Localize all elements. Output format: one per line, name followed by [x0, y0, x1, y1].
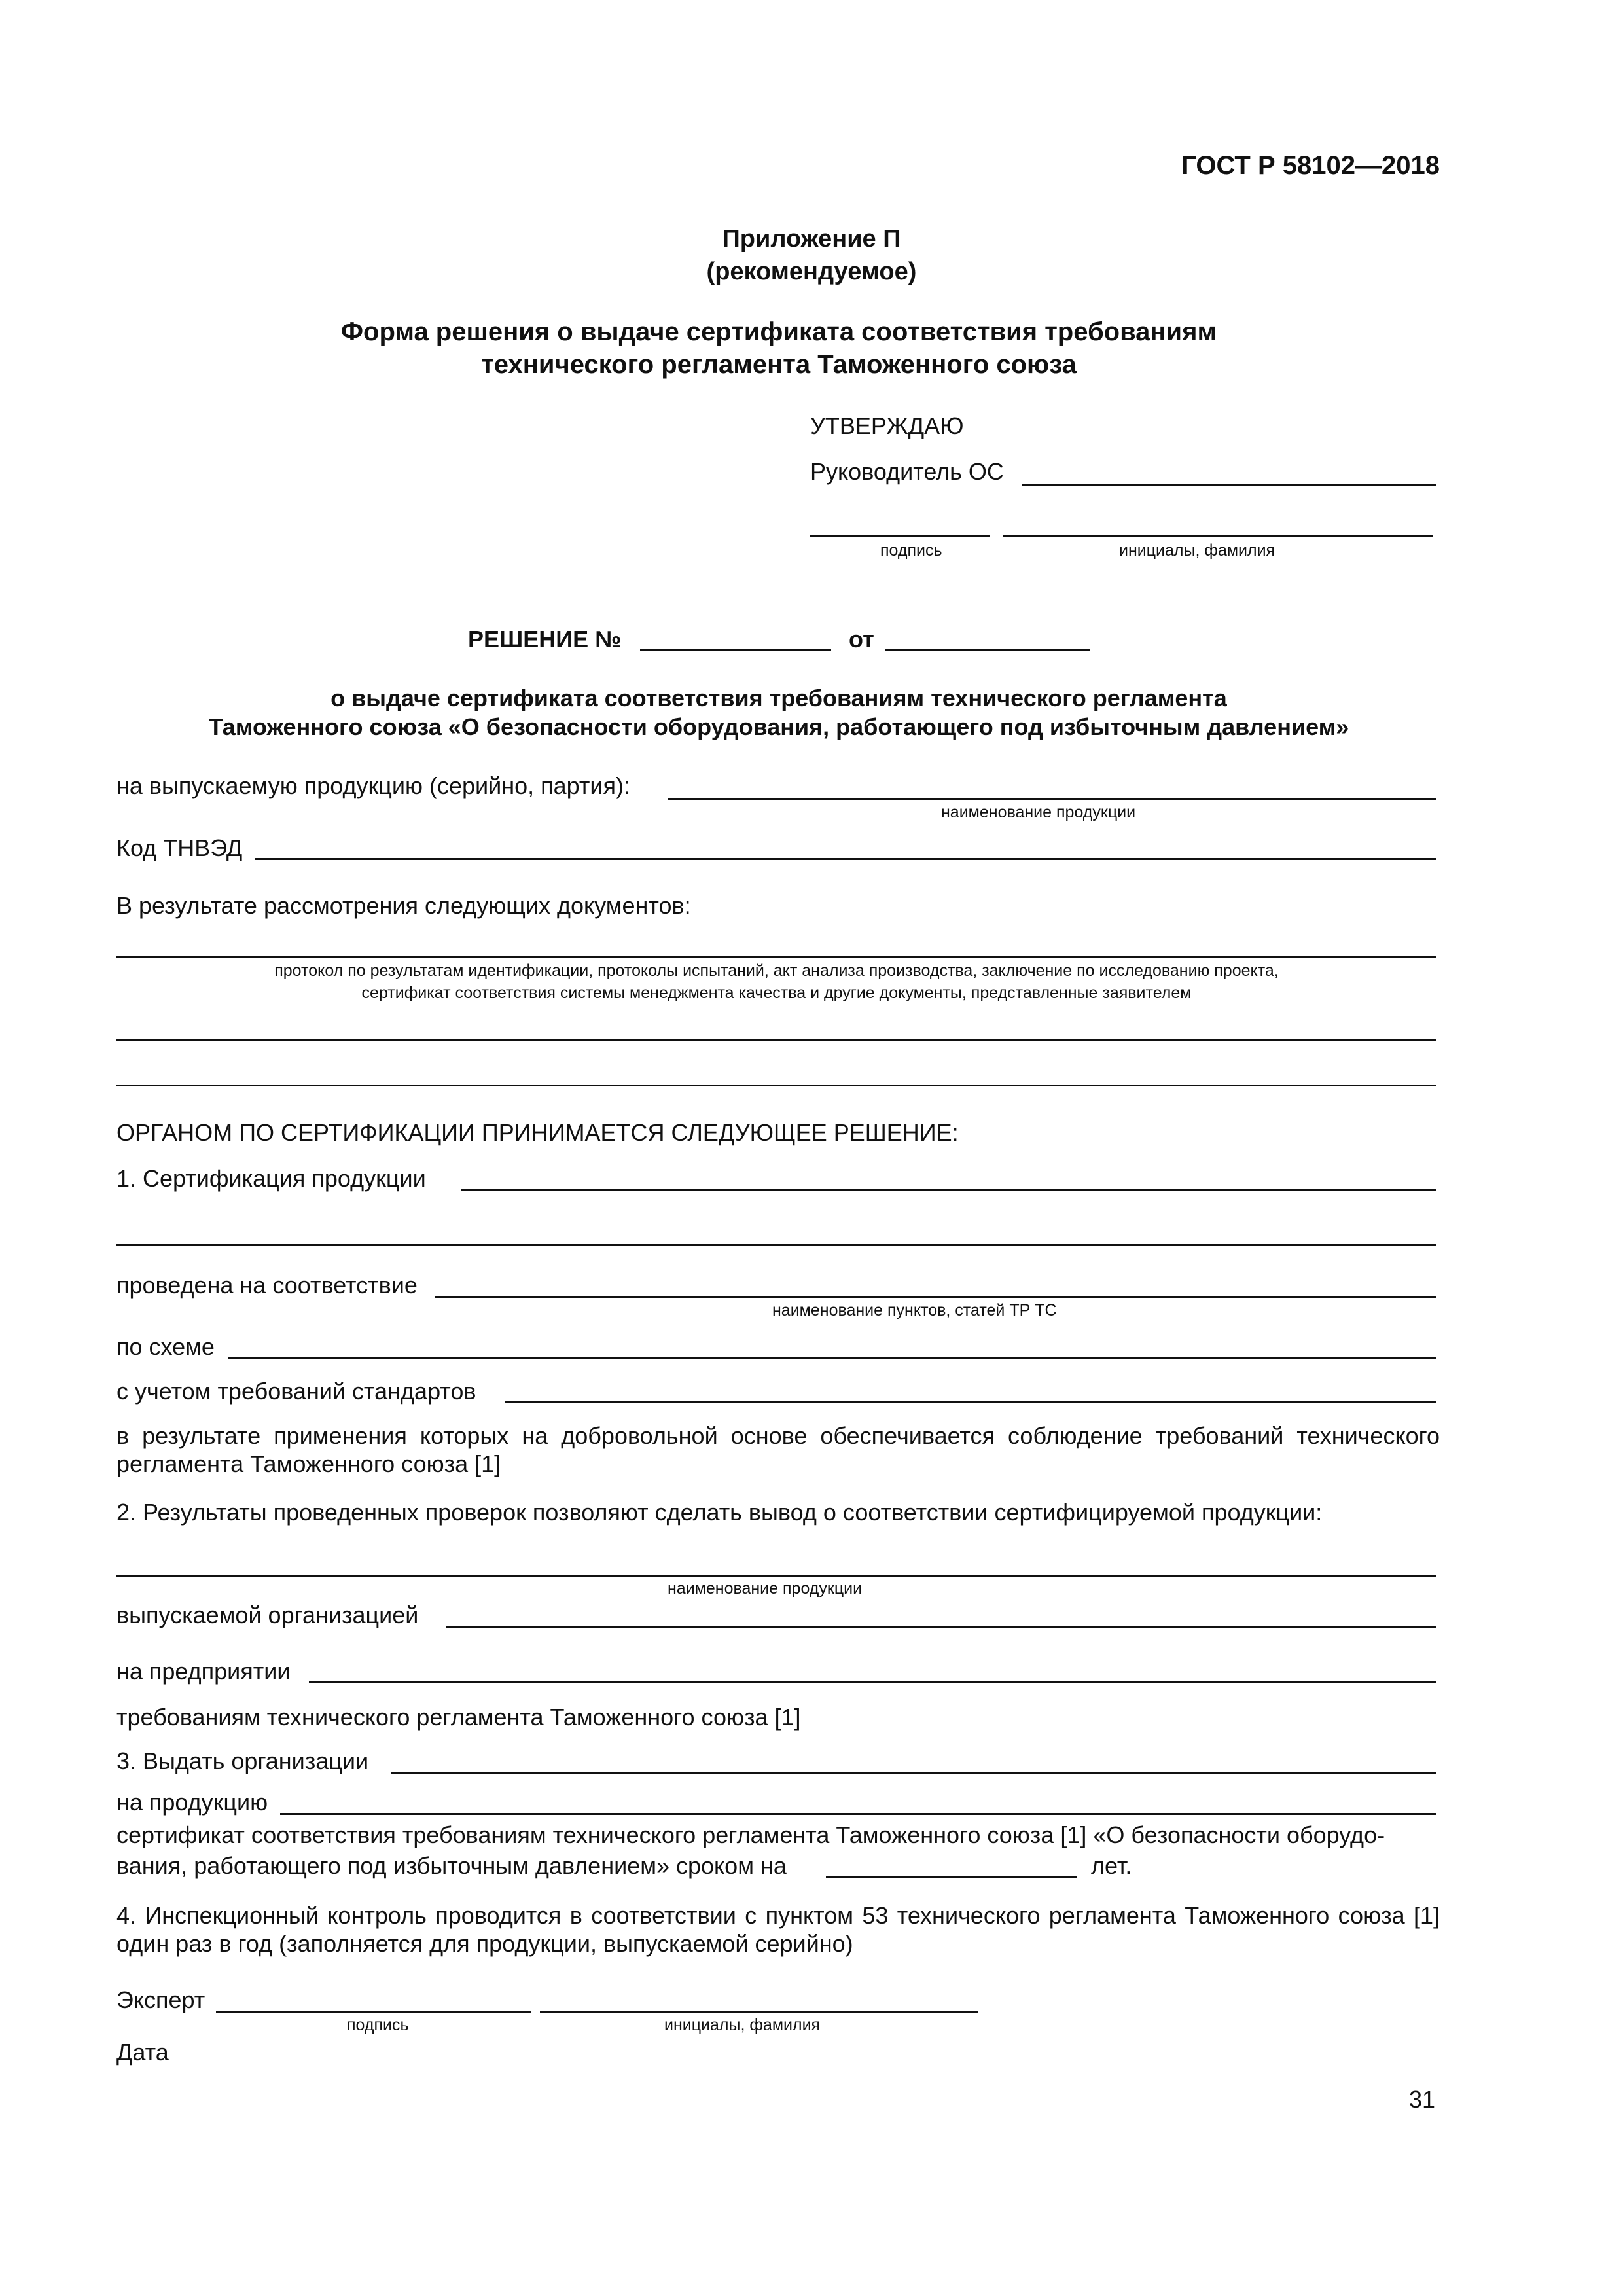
approval-signature-field[interactable]	[810, 535, 990, 537]
approve-label: УТВЕРЖДАЮ	[810, 412, 964, 439]
approval-signature-caption: подпись	[880, 541, 942, 560]
validity-years-field[interactable]	[826, 1876, 1077, 1878]
conformity-label: проведена на соответствие	[116, 1272, 418, 1299]
item-4-text: 4. Инспекционный контроль проводится в соответствии с пунктом 53 технического регламента Таможенного союза [1] один раз в год (заполняется для продукции, выпускаемой серийно)	[116, 1902, 1440, 1957]
decision-number-label: РЕШЕНИЕ №	[468, 626, 622, 653]
documents-caption-line-1: протокол по результатам идентификации, протоколы испытаний, акт анализа производства, заключение по исследованию проекта,	[274, 961, 1279, 980]
annex-status: (рекомендуемое)	[706, 258, 917, 285]
product-field[interactable]	[668, 798, 1436, 800]
expert-signature-field[interactable]	[216, 2011, 531, 2013]
form-title-line-1: Форма решения о выдаче сертификата соответствия требованиям	[340, 317, 1217, 346]
documents-caption-line-2: сертификат соответствия системы менеджмента качества и другие документы, представленные заявителем	[361, 984, 1192, 1002]
approval-name-caption: инициалы, фамилия	[1119, 541, 1275, 560]
conformity-caption: наименование пунктов, статей ТР ТС	[772, 1301, 1057, 1319]
for-product-field[interactable]	[280, 1813, 1436, 1815]
item-3-label: 3. Выдать организации	[116, 1748, 369, 1774]
head-of-body-label: Руководитель ОС	[810, 458, 1004, 485]
standards-result-text: в результате применения которых на добровольной основе обеспечивается соблюдение требований технического регламента Таможенного союза [1]	[116, 1422, 1440, 1477]
product-label: на выпускаемую продукцию (серийно, партия):	[116, 772, 630, 799]
manufacturer-field[interactable]	[446, 1626, 1436, 1628]
enterprise-label: на предприятии	[116, 1658, 291, 1685]
annex-title: Приложение П	[722, 225, 901, 253]
item-2-text: 2. Результаты проведенных проверок позволяют сделать вывод о соответствии сертифицируемой продукции:	[116, 1499, 1323, 1526]
decision-subtitle-line-1: о выдаче сертификата соответствия требованиям технического регламента	[330, 685, 1227, 711]
item-1-field-2[interactable]	[116, 1244, 1436, 1246]
certificate-text: сертификат соответствия требованиям технического регламента Таможенного союза [1] «О безопасности оборудо-	[116, 1821, 1385, 1848]
decision-date-label: от	[849, 626, 874, 653]
documents-field[interactable]	[116, 956, 1436, 958]
documents-field-2[interactable]	[116, 1039, 1436, 1041]
expert-name-field[interactable]	[540, 2011, 978, 2013]
expert-name-caption: инициалы, фамилия	[664, 2016, 821, 2034]
for-product-label: на продукцию	[116, 1789, 268, 1816]
decision-subtitle-line-2: Таможенного союза «О безопасности оборудования, работающего под избыточным давлением»	[208, 713, 1349, 740]
page-number: 31	[1409, 2086, 1436, 2113]
organ-heading: ОРГАНОМ ПО СЕРТИФИКАЦИИ ПРИНИМАЕТСЯ СЛЕДУЮЩЕЕ РЕШЕНИЕ:	[116, 1119, 959, 1146]
document-code: ГОСТ Р 58102—2018	[1181, 151, 1440, 180]
conformity-field[interactable]	[435, 1296, 1436, 1298]
date-label: Дата	[116, 2039, 169, 2066]
standards-field[interactable]	[505, 1401, 1436, 1403]
documents-field-3[interactable]	[116, 1085, 1436, 1086]
item-1-field[interactable]	[461, 1189, 1436, 1191]
decision-number-field[interactable]	[640, 649, 831, 651]
documents-label: В результате рассмотрения следующих документов:	[116, 892, 691, 919]
scheme-field[interactable]	[228, 1357, 1436, 1359]
code-field[interactable]	[255, 858, 1436, 860]
head-of-body-field[interactable]	[1022, 484, 1436, 486]
expert-signature-caption: подпись	[347, 2016, 409, 2034]
requirements-text: требованиям технического регламента Таможенного союза [1]	[116, 1704, 801, 1731]
approval-name-field[interactable]	[1003, 535, 1433, 537]
item-1-label: 1. Сертификация продукции	[116, 1165, 426, 1192]
item-3-field[interactable]	[391, 1772, 1436, 1774]
expert-label: Эксперт	[116, 1986, 205, 2013]
decision-date-field[interactable]	[885, 649, 1090, 651]
standards-label: с учетом требований стандартов	[116, 1378, 476, 1405]
code-label: Код ТНВЭД	[116, 834, 243, 861]
scheme-label: по схеме	[116, 1333, 215, 1360]
form-title-line-2: технического регламента Таможенного союза	[481, 350, 1077, 379]
product-caption: наименование продукции	[941, 803, 1136, 821]
enterprise-field[interactable]	[309, 1681, 1436, 1683]
item-2-caption: наименование продукции	[668, 1579, 863, 1598]
item-2-field[interactable]	[116, 1575, 1436, 1577]
certificate-text-2: вания, работающего под избыточным давлением» сроком на	[116, 1852, 787, 1879]
manufacturer-label: выпускаемой организацией	[116, 1602, 419, 1628]
years-label: лет.	[1091, 1852, 1132, 1879]
